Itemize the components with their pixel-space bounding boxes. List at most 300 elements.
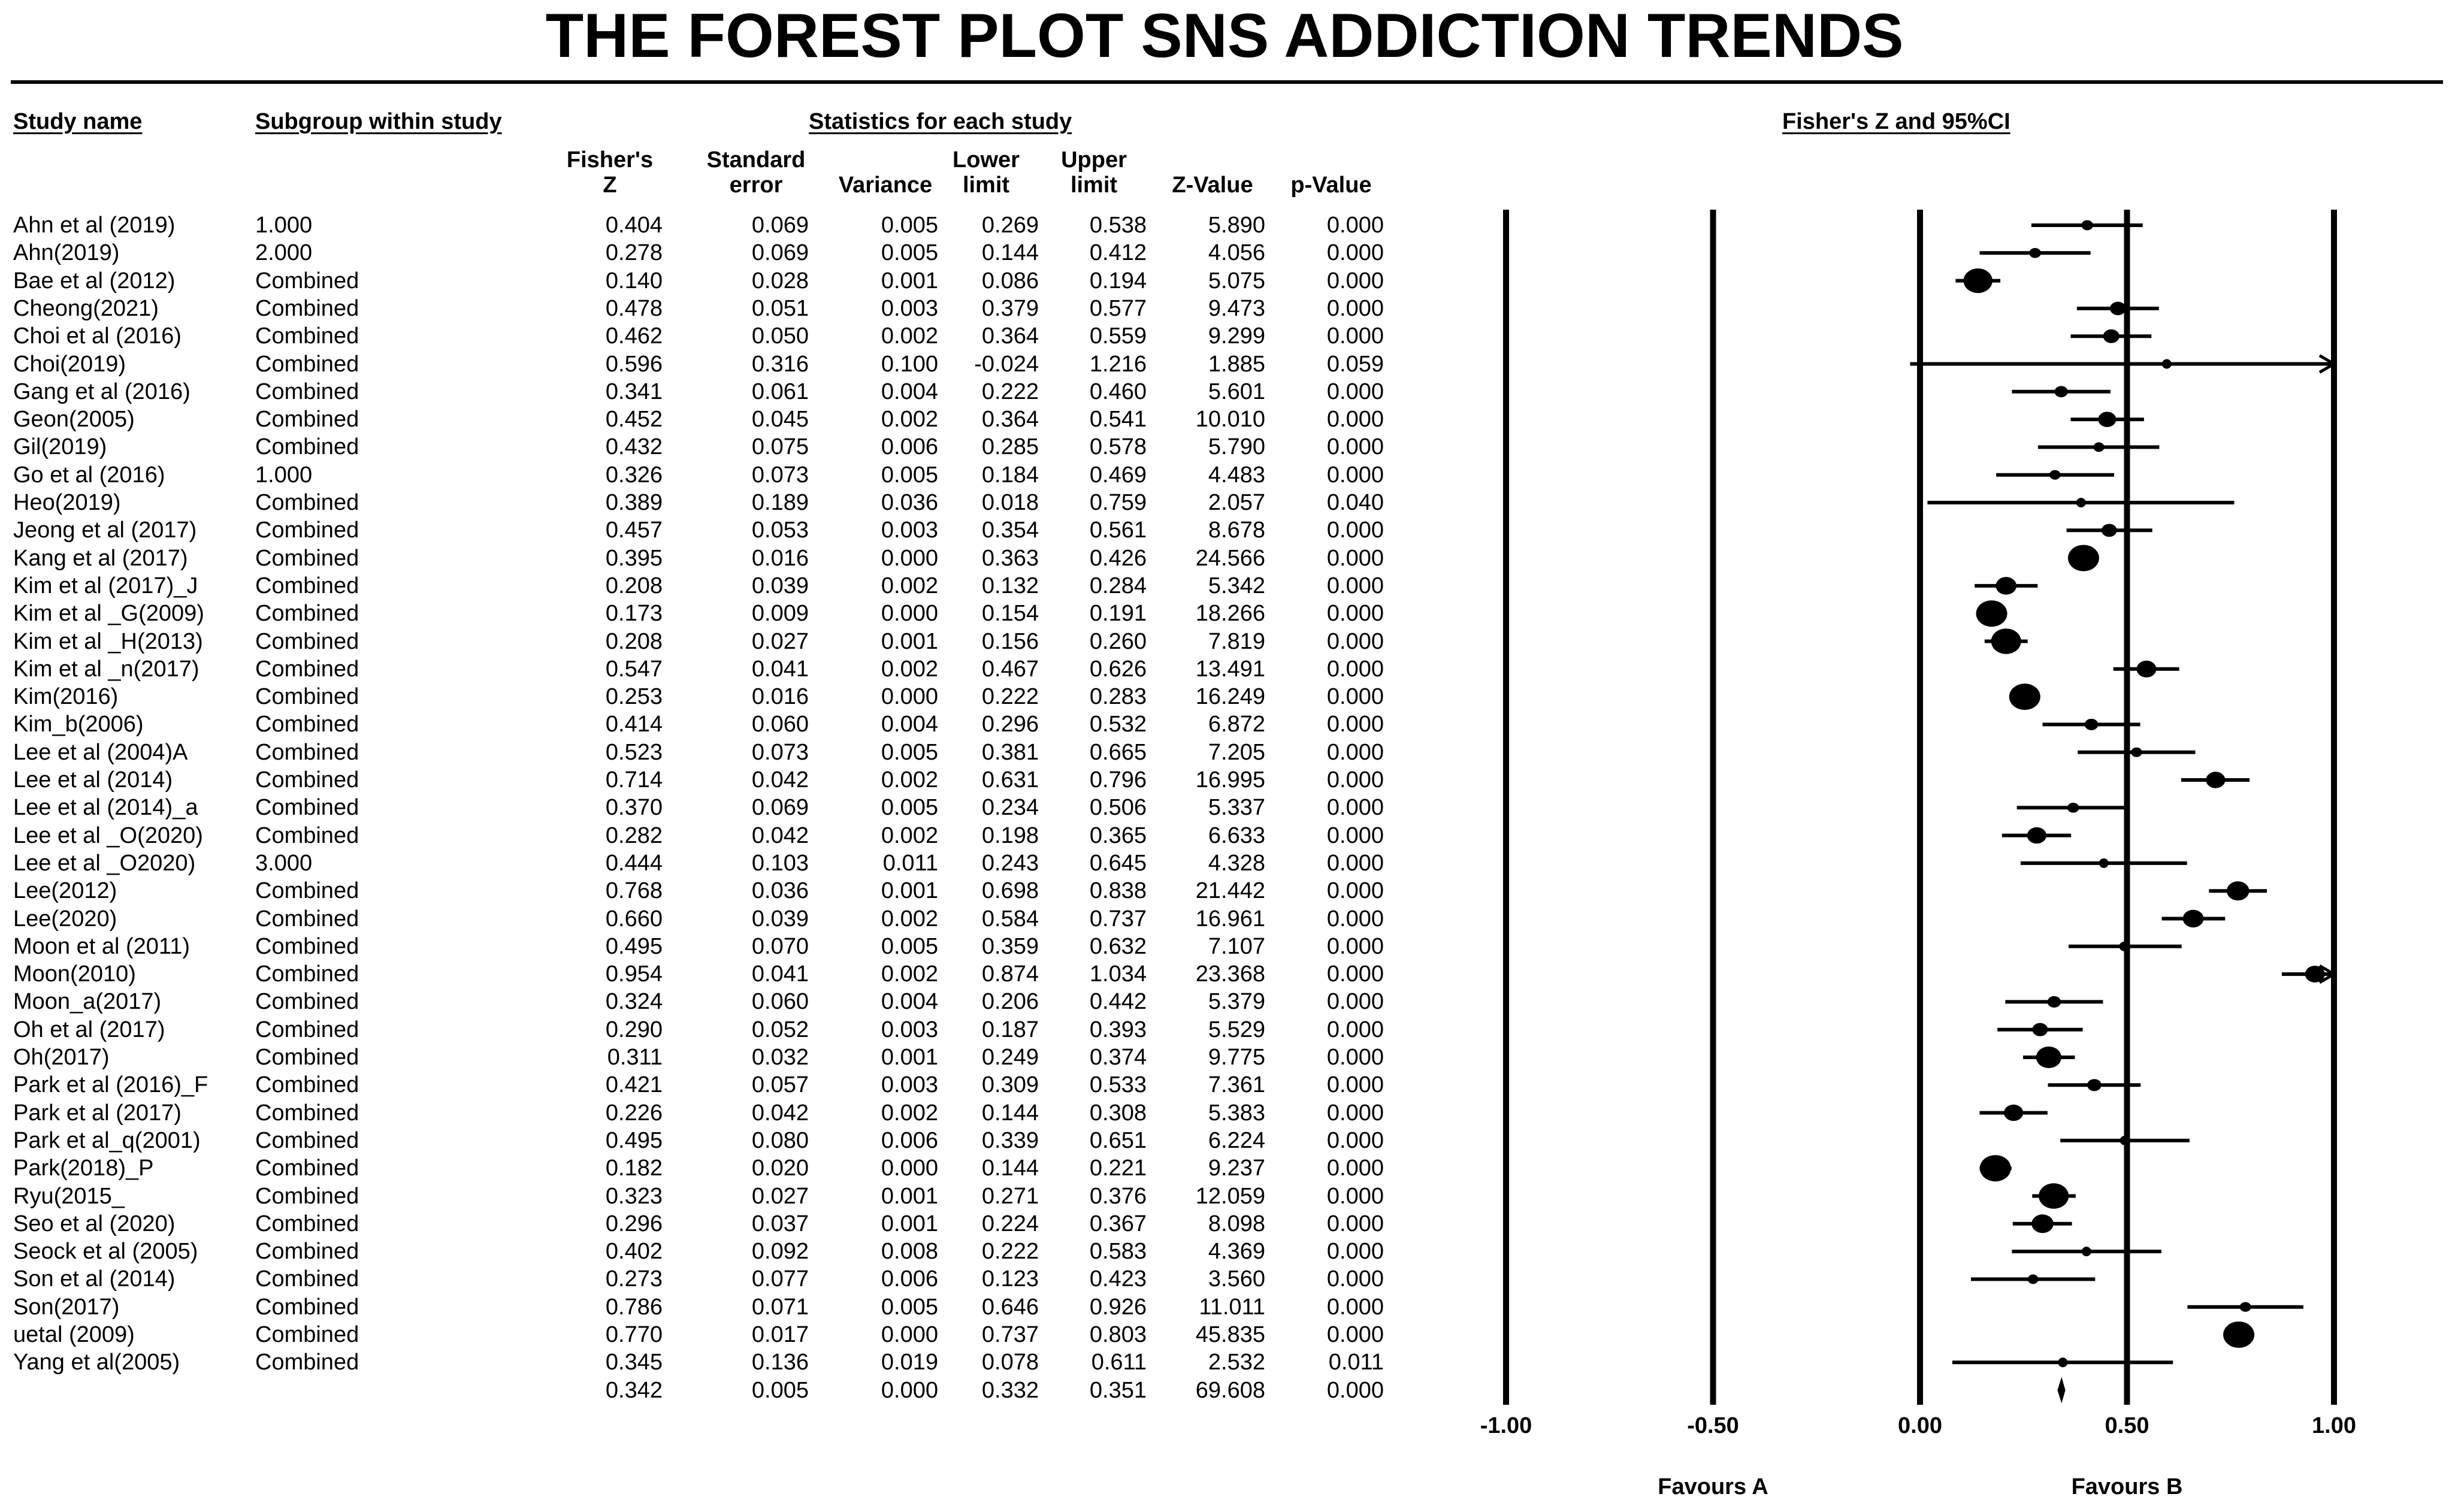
favours-b-label: Favours B — [2071, 1474, 2183, 1499]
study-name: Lee(2012) — [13, 878, 117, 904]
stat-z: 0.404 — [605, 213, 663, 238]
study-name: Son et al (2014) — [13, 1266, 176, 1292]
stat-lower: 0.381 — [981, 739, 1039, 765]
stat-zval: 4.369 — [1208, 1239, 1265, 1265]
stat-se: 0.009 — [751, 601, 809, 627]
stat-lower: 0.184 — [981, 462, 1039, 488]
stat-p: 0.000 — [1326, 1156, 1384, 1181]
subgroup: Combined — [255, 601, 359, 627]
study-name: Oh(2017) — [13, 1045, 110, 1070]
stat-p: 0.000 — [1326, 767, 1384, 793]
stat-z: 0.389 — [605, 490, 663, 515]
stat-lower: 0.018 — [981, 490, 1039, 515]
stat-upper: 0.194 — [1089, 268, 1147, 294]
stat-se: 0.032 — [751, 1045, 809, 1070]
stat-lower: 0.285 — [981, 434, 1039, 460]
point-estimate — [2049, 470, 2061, 480]
column-header-line2: Variance — [838, 173, 933, 198]
stat-var: 0.005 — [881, 739, 938, 765]
stat-p: 0.000 — [1326, 656, 1384, 682]
point-estimate — [2119, 942, 2130, 951]
column-header-line2: limit — [962, 173, 1010, 198]
stat-zval: 12.059 — [1195, 1183, 1265, 1209]
stat-var: 0.005 — [881, 240, 938, 266]
subgroup: 3.000 — [255, 850, 313, 876]
stat-lower: 0.339 — [981, 1127, 1039, 1153]
stat-zval: 9.299 — [1208, 323, 1265, 349]
tick-label: -1.00 — [1480, 1413, 1532, 1438]
stat-upper: 0.561 — [1089, 518, 1147, 543]
stat-zval: 7.107 — [1208, 933, 1265, 959]
stat-upper: 0.532 — [1089, 712, 1147, 737]
subgroup: Combined — [255, 1156, 359, 1181]
point-estimate — [2031, 1214, 2054, 1233]
stat-p: 0.000 — [1326, 1322, 1384, 1347]
stat-lower: 0.154 — [981, 601, 1039, 627]
stat-lower: 0.249 — [981, 1045, 1039, 1070]
summary-stat-upper: 0.351 — [1089, 1377, 1147, 1403]
stat-se: 0.016 — [751, 684, 809, 710]
subgroup: Combined — [255, 767, 359, 793]
stat-lower: 0.631 — [981, 767, 1039, 793]
stat-z: 0.770 — [605, 1322, 663, 1347]
subgroup: Combined — [255, 434, 359, 460]
point-estimate — [2076, 498, 2086, 507]
point-estimate — [1980, 1155, 2011, 1181]
stat-zval: 11.011 — [1199, 1294, 1265, 1320]
study-name: Ahn et al (2019) — [13, 213, 176, 238]
point-estimate — [2048, 996, 2061, 1008]
summary-stat-lower: 0.332 — [981, 1377, 1039, 1403]
stat-z: 0.495 — [605, 1127, 663, 1153]
stat-z: 0.395 — [605, 545, 663, 571]
study-name: Heo(2019) — [13, 490, 121, 515]
study-name: Kim(2016) — [13, 684, 119, 710]
stat-se: 0.037 — [751, 1211, 809, 1236]
point-estimate — [2206, 772, 2225, 788]
stat-var: 0.005 — [881, 1294, 938, 1320]
stat-var: 0.019 — [881, 1350, 938, 1375]
stat-p: 0.000 — [1326, 295, 1384, 321]
stat-lower: 0.271 — [981, 1183, 1039, 1209]
stat-upper: 0.460 — [1089, 379, 1147, 404]
study-name: Park(2018)_P — [13, 1156, 154, 1181]
stat-se: 0.027 — [751, 1183, 809, 1209]
point-estimate — [2131, 748, 2142, 757]
stat-se: 0.061 — [751, 379, 809, 404]
header-statistics: Statistics for each study — [809, 109, 1072, 134]
subgroup: Combined — [255, 407, 359, 433]
column-header-line2: Z-Value — [1172, 173, 1253, 198]
stat-zval: 5.337 — [1208, 795, 1265, 821]
study-name: Kim et al _n(2017) — [13, 656, 199, 682]
subgroup: Combined — [255, 323, 359, 349]
subgroup: Combined — [255, 906, 359, 932]
stat-var: 0.002 — [881, 822, 938, 848]
subgroup: Combined — [255, 1072, 359, 1098]
stat-p: 0.000 — [1326, 213, 1384, 238]
stat-lower: 0.086 — [981, 268, 1039, 294]
study-name: Geon(2005) — [13, 407, 135, 433]
stat-upper: 0.374 — [1089, 1045, 1147, 1070]
stat-var: 0.003 — [881, 1072, 938, 1098]
stat-var: 0.000 — [881, 1156, 938, 1181]
point-estimate — [1976, 600, 2007, 627]
stat-var: 0.002 — [881, 961, 938, 987]
stat-z: 0.596 — [605, 351, 663, 377]
stat-se: 0.045 — [751, 407, 809, 433]
subgroup: Combined — [255, 1211, 359, 1236]
stat-var: 0.001 — [881, 878, 938, 904]
point-estimate — [2102, 524, 2117, 537]
stat-lower: 0.224 — [981, 1211, 1039, 1236]
stat-lower: 0.737 — [981, 1322, 1039, 1347]
stat-upper: 0.838 — [1089, 878, 1147, 904]
study-name: Lee et al (2004)A — [13, 739, 188, 765]
subgroup: Combined — [255, 1127, 359, 1153]
point-estimate — [2098, 412, 2116, 427]
point-estimate — [2039, 1183, 2069, 1209]
stat-zval: 5.075 — [1208, 268, 1265, 294]
stat-p: 0.000 — [1326, 989, 1384, 1015]
stat-z: 0.226 — [605, 1100, 663, 1126]
subgroup: Combined — [255, 961, 359, 987]
stat-zval: 21.442 — [1195, 878, 1265, 904]
stat-se: 0.092 — [751, 1239, 809, 1265]
point-estimate — [2028, 1274, 2039, 1284]
subgroup: Combined — [255, 518, 359, 543]
point-estimate — [2103, 329, 2120, 343]
stat-se: 0.057 — [751, 1072, 809, 1098]
stat-var: 0.004 — [881, 989, 938, 1015]
stat-se: 0.028 — [751, 268, 809, 294]
column-header-line1: Standard — [706, 147, 806, 173]
stat-zval: 10.010 — [1195, 407, 1265, 433]
stat-zval: 3.560 — [1208, 1266, 1265, 1292]
stat-upper: 0.191 — [1089, 601, 1147, 627]
stat-var: 0.001 — [881, 628, 938, 654]
stat-p: 0.000 — [1326, 601, 1384, 627]
stat-zval: 4.328 — [1208, 850, 1265, 876]
stat-upper: 0.308 — [1089, 1100, 1147, 1126]
study-name: Park et al (2017) — [13, 1100, 182, 1126]
stat-zval: 5.342 — [1208, 573, 1265, 598]
study-name: Ryu(2015_ — [13, 1183, 125, 1209]
stat-se: 0.042 — [751, 822, 809, 848]
stat-zval: 8.678 — [1208, 518, 1265, 543]
summary-stat-se: 0.005 — [751, 1377, 809, 1403]
stat-p: 0.000 — [1326, 573, 1384, 598]
stat-upper: 0.665 — [1089, 739, 1147, 765]
study-name: Bae et al (2012) — [13, 268, 176, 294]
stat-var: 0.100 — [881, 351, 938, 377]
study-name: Son(2017) — [13, 1294, 120, 1320]
point-estimate — [2110, 302, 2126, 316]
stat-zval: 4.056 — [1208, 240, 1265, 266]
stat-upper: 0.578 — [1089, 434, 1147, 460]
stat-p: 0.000 — [1326, 268, 1384, 294]
summary-stat-z: 0.342 — [605, 1377, 663, 1403]
stat-lower: 0.156 — [981, 628, 1039, 654]
stat-var: 0.000 — [881, 684, 938, 710]
stat-zval: 9.775 — [1208, 1045, 1265, 1070]
point-estimate — [1964, 268, 1993, 293]
stat-var: 0.002 — [881, 407, 938, 433]
study-name: Lee et al _O(2020) — [13, 822, 203, 848]
point-estimate — [2087, 1079, 2102, 1091]
stat-se: 0.136 — [751, 1350, 809, 1375]
subgroup: 1.000 — [255, 213, 313, 238]
stat-var: 0.006 — [881, 1266, 938, 1292]
stat-z: 0.345 — [605, 1350, 663, 1375]
stat-z: 0.457 — [605, 518, 663, 543]
stat-se: 0.027 — [751, 628, 809, 654]
stat-p: 0.000 — [1326, 1100, 1384, 1126]
study-name: Choi et al (2016) — [13, 323, 182, 349]
stat-zval: 5.790 — [1208, 434, 1265, 460]
stat-p: 0.000 — [1326, 1211, 1384, 1236]
subgroup: Combined — [255, 1183, 359, 1209]
stat-upper: 0.559 — [1089, 323, 1147, 349]
subgroup: Combined — [255, 1100, 359, 1126]
stat-se: 0.316 — [751, 351, 809, 377]
point-estimate — [2223, 1322, 2254, 1348]
stat-upper: 0.583 — [1089, 1239, 1147, 1265]
stat-upper: 0.506 — [1089, 795, 1147, 821]
stat-z: 0.462 — [605, 323, 663, 349]
stat-var: 0.005 — [881, 462, 938, 488]
stat-p: 0.000 — [1326, 407, 1384, 433]
stat-p: 0.000 — [1326, 240, 1384, 266]
stat-p: 0.000 — [1326, 545, 1384, 571]
study-name: Gang et al (2016) — [13, 379, 191, 404]
column-header-line1: Lower — [953, 147, 1020, 173]
stat-lower: 0.363 — [981, 545, 1039, 571]
stat-z: 0.278 — [605, 240, 663, 266]
stat-z: 0.660 — [605, 906, 663, 932]
stat-lower: 0.269 — [981, 213, 1039, 238]
stat-var: 0.006 — [881, 1127, 938, 1153]
stat-p: 0.000 — [1326, 684, 1384, 710]
stat-var: 0.003 — [881, 1017, 938, 1042]
stat-zval: 23.368 — [1195, 961, 1265, 987]
subgroup: Combined — [255, 1017, 359, 1042]
stat-upper: 0.376 — [1089, 1183, 1147, 1209]
stat-se: 0.069 — [751, 795, 809, 821]
subgroup: Combined — [255, 628, 359, 654]
tick-label: 0.00 — [1898, 1413, 1942, 1438]
stat-p: 0.000 — [1326, 1266, 1384, 1292]
stat-p: 0.000 — [1326, 822, 1384, 848]
subgroup: Combined — [255, 989, 359, 1015]
stat-lower: 0.222 — [981, 684, 1039, 710]
stat-upper: 0.442 — [1089, 989, 1147, 1015]
point-estimate — [1991, 628, 2021, 654]
stat-var: 0.003 — [881, 518, 938, 543]
stat-p: 0.000 — [1326, 906, 1384, 932]
stat-lower: 0.132 — [981, 573, 1039, 598]
stat-lower: 0.198 — [981, 822, 1039, 848]
study-name: Yang et al(2005) — [13, 1350, 180, 1375]
stat-z: 0.290 — [605, 1017, 663, 1042]
point-estimate — [2240, 1302, 2251, 1312]
stat-p: 0.000 — [1326, 323, 1384, 349]
stat-upper: 0.283 — [1089, 684, 1147, 710]
study-name: Park et al (2016)_F — [13, 1072, 208, 1098]
stat-p: 0.000 — [1326, 850, 1384, 876]
point-estimate — [2032, 1023, 2048, 1036]
stat-se: 0.020 — [751, 1156, 809, 1181]
stat-lower: 0.243 — [981, 850, 1039, 876]
stat-p: 0.000 — [1326, 518, 1384, 543]
stat-var: 0.005 — [881, 795, 938, 821]
stat-z: 0.341 — [605, 379, 663, 404]
stat-zval: 5.601 — [1208, 379, 1265, 404]
stat-z: 0.444 — [605, 850, 663, 876]
stat-zval: 24.566 — [1195, 545, 1265, 571]
study-name: Park et al_q(2001) — [13, 1127, 201, 1153]
subgroup: Combined — [255, 490, 359, 515]
stat-upper: 0.759 — [1089, 490, 1147, 515]
header-study-name: Study name — [13, 109, 143, 134]
subgroup: Combined — [255, 878, 359, 904]
study-name: Choi(2019) — [13, 351, 126, 377]
point-estimate — [2029, 248, 2041, 258]
study-name: Go et al (2016) — [13, 462, 165, 488]
stat-se: 0.041 — [751, 656, 809, 682]
stat-var: 0.001 — [881, 1045, 938, 1070]
stat-upper: 0.260 — [1089, 628, 1147, 654]
column-header-line2: p-Value — [1290, 173, 1372, 198]
stat-zval: 6.633 — [1208, 822, 1265, 848]
study-name: Oh et al (2017) — [13, 1017, 165, 1042]
stat-z: 0.273 — [605, 1266, 663, 1292]
study-name: Kim et al _G(2009) — [13, 601, 204, 627]
summary-stat-var: 0.000 — [881, 1377, 938, 1403]
stat-p: 0.000 — [1326, 933, 1384, 959]
stat-p: 0.011 — [1328, 1350, 1384, 1375]
stat-z: 0.253 — [605, 684, 663, 710]
stat-zval: 5.529 — [1208, 1017, 1265, 1042]
stat-lower: 0.144 — [981, 240, 1039, 266]
point-estimate — [2055, 386, 2068, 397]
stat-lower: 0.646 — [981, 1294, 1039, 1320]
stat-se: 0.042 — [751, 767, 809, 793]
tick-label: -0.50 — [1687, 1413, 1739, 1438]
point-estimate — [2120, 1136, 2130, 1145]
stat-se: 0.069 — [751, 240, 809, 266]
stat-se: 0.039 — [751, 573, 809, 598]
stat-zval: 6.872 — [1208, 712, 1265, 737]
stat-zval: 18.266 — [1195, 601, 1265, 627]
stat-p: 0.059 — [1326, 351, 1384, 377]
stat-z: 0.414 — [605, 712, 663, 737]
stat-lower: 0.364 — [981, 407, 1039, 433]
stat-p: 0.000 — [1326, 961, 1384, 987]
stat-se: 0.189 — [751, 490, 809, 515]
stat-p: 0.000 — [1326, 1239, 1384, 1265]
point-estimate — [2227, 881, 2250, 900]
stat-var: 0.002 — [881, 656, 938, 682]
stat-z: 0.432 — [605, 434, 663, 460]
stat-z: 0.182 — [605, 1156, 663, 1181]
study-name: Seock et al (2005) — [13, 1239, 198, 1265]
stat-lower: 0.296 — [981, 712, 1039, 737]
point-estimate — [2162, 359, 2172, 369]
study-name: Kim et al (2017)_J — [13, 573, 198, 598]
study-name: Lee et al (2014)_a — [13, 795, 198, 821]
study-name: Gil(2019) — [13, 434, 107, 460]
stat-se: 0.070 — [751, 933, 809, 959]
stat-z: 0.208 — [605, 573, 663, 598]
stat-upper: 0.611 — [1091, 1350, 1147, 1375]
study-name: Seo et al (2020) — [13, 1211, 176, 1236]
stat-zval: 1.885 — [1208, 351, 1265, 377]
study-name: Lee(2020) — [13, 906, 117, 932]
stat-var: 0.008 — [881, 1239, 938, 1265]
stat-se: 0.016 — [751, 545, 809, 571]
stat-lower: 0.584 — [981, 906, 1039, 932]
stat-zval: 16.961 — [1195, 906, 1265, 932]
stat-upper: 0.367 — [1089, 1211, 1147, 1236]
stat-p: 0.000 — [1326, 795, 1384, 821]
subgroup: Combined — [255, 379, 359, 404]
point-estimate — [2068, 545, 2099, 571]
subgroup: Combined — [255, 656, 359, 682]
stat-upper: 0.533 — [1089, 1072, 1147, 1098]
stat-upper: 1.216 — [1089, 351, 1147, 377]
stat-p: 0.000 — [1326, 1017, 1384, 1042]
stat-lower: 0.206 — [981, 989, 1039, 1015]
column-header-line1: Fisher's — [566, 147, 654, 173]
point-estimate — [2183, 910, 2204, 927]
stat-zval: 5.379 — [1208, 989, 1265, 1015]
subgroup: Combined — [255, 1266, 359, 1292]
stat-upper: 0.221 — [1089, 1156, 1147, 1181]
stat-var: 0.004 — [881, 379, 938, 404]
stat-zval: 9.237 — [1208, 1156, 1265, 1181]
stat-se: 0.036 — [751, 878, 809, 904]
stat-lower: 0.234 — [981, 795, 1039, 821]
study-name: Moon_a(2017) — [13, 989, 162, 1015]
stat-z: 0.323 — [605, 1183, 663, 1209]
stat-upper: 0.538 — [1089, 213, 1147, 238]
stat-se: 0.039 — [751, 906, 809, 932]
stat-zval: 2.057 — [1208, 490, 1265, 515]
stat-upper: 0.796 — [1089, 767, 1147, 793]
stat-lower: 0.698 — [981, 878, 1039, 904]
subgroup: Combined — [255, 573, 359, 598]
stat-z: 0.324 — [605, 989, 663, 1015]
stat-lower: 0.359 — [981, 933, 1039, 959]
stat-z: 0.282 — [605, 822, 663, 848]
stat-z: 0.296 — [605, 1211, 663, 1236]
stat-se: 0.017 — [751, 1322, 809, 1347]
favours-a-label: Favours A — [1658, 1474, 1768, 1499]
stat-upper: 0.803 — [1089, 1322, 1147, 1347]
stat-lower: 0.123 — [981, 1266, 1039, 1292]
subgroup: Combined — [255, 1239, 359, 1265]
point-estimate — [2082, 1247, 2091, 1256]
stat-se: 0.069 — [751, 213, 809, 238]
stat-lower: 0.364 — [981, 323, 1039, 349]
stat-upper: 0.737 — [1089, 906, 1147, 932]
subgroup: Combined — [255, 545, 359, 571]
stat-var: 0.003 — [881, 295, 938, 321]
stat-se: 0.071 — [751, 1294, 809, 1320]
stat-upper: 0.365 — [1089, 822, 1147, 848]
point-estimate — [2058, 1357, 2067, 1367]
